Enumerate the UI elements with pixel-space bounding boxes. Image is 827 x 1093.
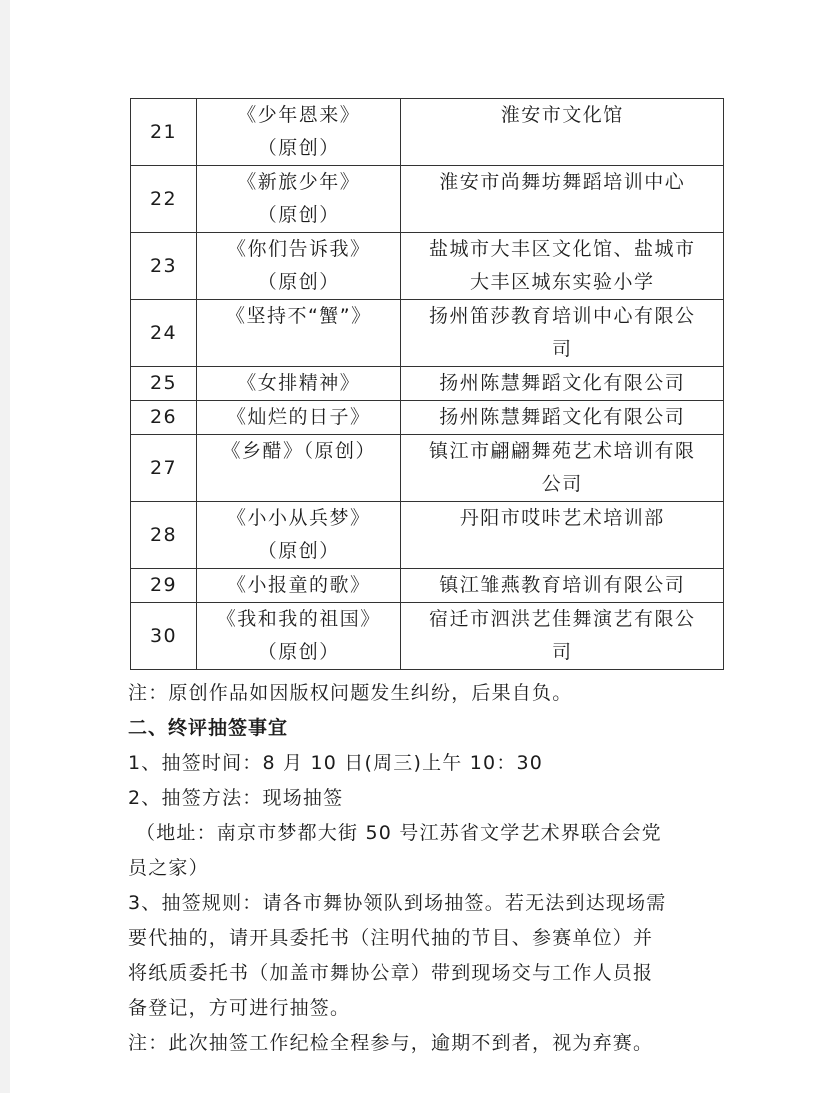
- row-number: 29: [131, 569, 197, 603]
- work-title-cell: [197, 99, 401, 166]
- page-edge: [0, 0, 10, 1093]
- organization-line: 宿迁市泗洪艺佳舞演艺有限公: [428, 608, 696, 630]
- draw-rules-line: 备登记，方可进行抽签。: [128, 997, 351, 1019]
- organization-line: 镇江雏燕教育培训有限公司: [439, 574, 686, 596]
- row-number: 30: [131, 603, 197, 670]
- organization-line: 扬州陈慧舞蹈文化有限公司: [439, 372, 686, 394]
- organization-line: 公司: [541, 473, 583, 495]
- organization-line: 淮安市尚舞坊舞蹈培训中心: [439, 171, 686, 193]
- row-number: 26: [131, 401, 197, 435]
- work-title-cell: [197, 569, 401, 603]
- draw-rules-line: 3、抽签规则：请各市舞协领队到场抽签。若无法到达现场需: [128, 892, 667, 914]
- table-row: [131, 401, 724, 435]
- organization-line: 淮安市文化馆: [500, 104, 624, 126]
- draw-time: 1、抽签时间：8 月 10 日(周三)上午 10：30: [128, 752, 544, 774]
- draw-rules-line: 将纸质委托书（加盖市舞协公章）带到现场交与工作人员报: [128, 962, 654, 984]
- work-title-cell: [197, 300, 401, 367]
- organization-cell: [401, 435, 724, 502]
- work-title-cell: [197, 435, 401, 502]
- draw-rules-line: 要代抽的，请开具委托书（注明代抽的节目、参赛单位）并: [128, 927, 654, 949]
- organization-cell: [401, 401, 724, 435]
- work-title-line: （原创）: [257, 540, 340, 562]
- work-title-line: 《少年恩来》: [237, 104, 361, 126]
- organization-cell: [401, 603, 724, 670]
- work-title-line: （原创）: [257, 137, 340, 159]
- row-number: 28: [131, 502, 197, 569]
- discipline-note: 注：此次抽签工作纪检全程参与，逾期不到者，视为弃赛。: [128, 1032, 654, 1054]
- table-row: [131, 300, 724, 367]
- organization-cell: [401, 233, 724, 300]
- entries-table-body: [131, 99, 724, 670]
- table-row: [131, 99, 724, 166]
- table-row: [131, 233, 724, 300]
- entries-table: [130, 98, 724, 670]
- work-title-line: 《乡醋》（原创）: [221, 440, 377, 462]
- work-title-line: 《灿烂的日子》: [227, 406, 371, 428]
- organization-line: 盐城市大丰区文化馆、盐城市: [428, 238, 696, 260]
- work-title-line: （原创）: [257, 641, 340, 663]
- organization-cell: [401, 367, 724, 401]
- organization-line: 丹阳市哎咔艺术培训部: [459, 507, 665, 529]
- work-title-cell: [197, 502, 401, 569]
- organization-cell: [401, 502, 724, 569]
- section-heading: 二、终评抽签事宜: [128, 717, 289, 739]
- organization-line: 大丰区城东实验小学: [469, 271, 655, 293]
- organization-cell: [401, 99, 724, 166]
- row-number: 27: [131, 435, 197, 502]
- work-title-line: 《我和我的祖国》: [216, 608, 381, 630]
- organization-line: 扬州笛莎教育培训中心有限公: [428, 305, 696, 327]
- work-title-line: 《新旅少年》: [237, 171, 361, 193]
- work-title-cell: [197, 603, 401, 670]
- work-title-line: 《坚持不“蟹”》: [225, 305, 372, 327]
- organization-cell: [401, 300, 724, 367]
- organization-line: 镇江市翩翩舞苑艺术培训有限: [428, 440, 696, 462]
- table-row: [131, 435, 724, 502]
- work-title-line: 《你们告诉我》: [227, 238, 371, 260]
- table-row: [131, 166, 724, 233]
- organization-cell: [401, 569, 724, 603]
- work-title-cell: [197, 367, 401, 401]
- work-title-cell: [197, 401, 401, 435]
- table-row: [131, 569, 724, 603]
- body-text: [128, 676, 724, 1061]
- work-title-cell: [197, 233, 401, 300]
- work-title-line: 《女排精神》: [237, 372, 361, 394]
- organization-cell: [401, 166, 724, 233]
- table-row: [131, 502, 724, 569]
- table-row: [131, 603, 724, 670]
- row-number: 24: [131, 300, 197, 367]
- draw-method: 2、抽签方法：现场抽签: [128, 787, 344, 809]
- row-number: 22: [131, 166, 197, 233]
- row-number: 25: [131, 367, 197, 401]
- table-row: [131, 367, 724, 401]
- copyright-note: 注：原创作品如因版权问题发生纠纷，后果自负。: [128, 682, 573, 704]
- work-title-line: （原创）: [257, 204, 340, 226]
- work-title-line: 《小报童的歌》: [227, 574, 371, 596]
- organization-line: 司: [551, 338, 573, 360]
- address-line: 员之家）: [128, 857, 209, 879]
- row-number: 23: [131, 233, 197, 300]
- organization-line: 扬州陈慧舞蹈文化有限公司: [439, 406, 686, 428]
- work-title-line: （原创）: [257, 271, 340, 293]
- address-line: （地址：南京市梦都大街 50 号江苏省文学艺术界联合会党: [136, 822, 662, 844]
- row-number: 21: [131, 99, 197, 166]
- work-title-cell: [197, 166, 401, 233]
- organization-line: 司: [551, 641, 573, 663]
- work-title-line: 《小小从兵梦》: [227, 507, 371, 529]
